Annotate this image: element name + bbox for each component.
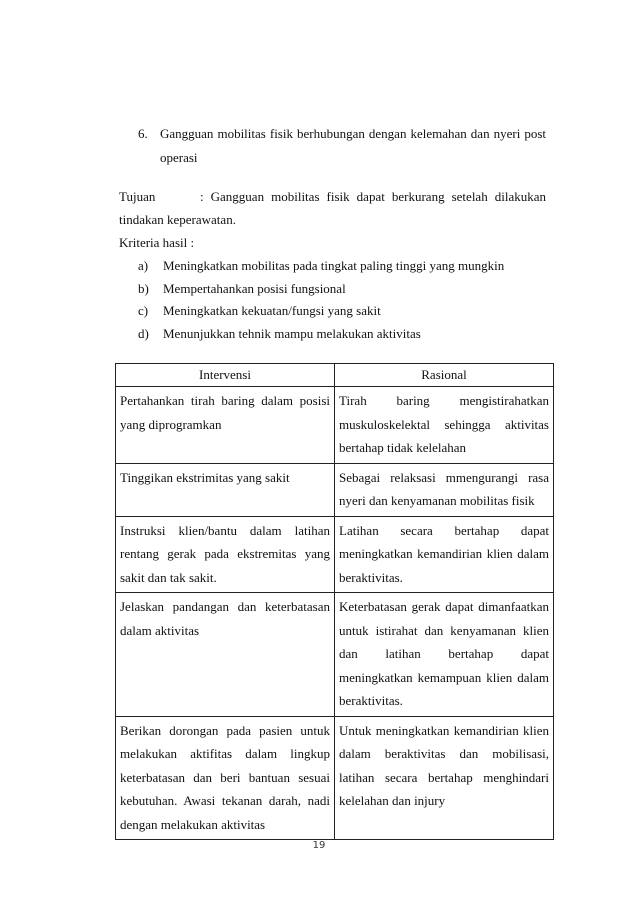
cell-rasional: [335, 716, 554, 840]
cell-intervensi: [116, 463, 335, 516]
cell-line: kelelahan dan injury: [339, 793, 446, 808]
cell-line: meningkatkan kemampuan klien dalam: [339, 669, 549, 685]
kriteria-marker: b): [138, 281, 149, 296]
cell-line: dan latihan bertahap dapat: [339, 646, 549, 661]
table-row: [116, 716, 554, 840]
header-rasional: Rasional: [335, 364, 554, 387]
cell-line: keterbatasan dan beri bantuan sesuai: [120, 769, 330, 785]
kriteria-marker: d): [138, 326, 149, 341]
cell-line: Latihan secara bertahap dapat: [339, 522, 549, 538]
cell-line: Berikan dorongan pada pasien untuk: [120, 722, 330, 738]
header-intervensi: Intervensi: [116, 364, 335, 387]
kriteria-item: [138, 281, 346, 297]
table-row: [116, 387, 554, 464]
cell-line: meningkatkan kemandirian klien dalam: [339, 546, 549, 561]
cell-line: Untuk meningkatkan kemandirian klien: [339, 722, 549, 738]
tujuan-label: Tujuan: [119, 189, 156, 204]
cell-line: dalam aktivitas: [120, 622, 200, 638]
diagnosis-title-line1: Gangguan mobilitas fisik berhubungan dengan kelemahan dan nyeri post: [160, 126, 546, 141]
kriteria-marker: c): [138, 303, 149, 318]
table-row: [116, 516, 554, 593]
cell-line: Sebagai relaksasi mmengurangi rasa: [339, 469, 549, 485]
cell-line: Jelaskan pandangan dan keterbatasan: [120, 599, 330, 614]
cell-intervensi: [116, 716, 335, 840]
cell-line: latihan secara bertahap menghindari: [339, 769, 549, 785]
cell-line: yang diprogramkan: [120, 416, 222, 432]
cell-intervensi: [116, 593, 335, 717]
cell-line: dengan melakukan aktivitas: [120, 816, 266, 832]
diagnosis-number: 6.: [138, 126, 148, 141]
cell-intervensi: [116, 387, 335, 464]
cell-line: untuk istirahat dan kenyamanan klien: [339, 622, 549, 638]
tujuan-text: : Gangguan mobilitas fisik dapat berkurang setelah dilakukan: [200, 189, 546, 204]
cell-line: dalam beraktivitas dan mobilisasi,: [339, 746, 549, 761]
cell-rasional: [335, 387, 554, 464]
kriteria-label: Kriteria hasil :: [119, 235, 195, 250]
intervensi-table: [115, 363, 554, 840]
cell-line: bertahap tidak kelelahan: [339, 440, 467, 455]
table-row: [116, 593, 554, 717]
cell-line: melakukan aktifitas dalam lingkup: [120, 746, 330, 761]
kriteria-text: Meningkatkan mobilitas pada tingkat paling tinggi yang mungkin: [163, 258, 505, 273]
cell-line: muskuloskelektal sehingga aktivitas: [339, 416, 549, 432]
table-header-row: [116, 364, 554, 387]
cell-rasional: [335, 593, 554, 717]
cell-line: Instruksi klien/bantu dalam latihan: [120, 522, 330, 538]
cell-line: sakit dan tak sakit.: [120, 569, 217, 585]
cell-rasional: [335, 516, 554, 593]
page-number: 19: [312, 840, 326, 851]
diagnosis-title-line2: operasi: [160, 150, 198, 165]
tujuan-continuation: tindakan keperawatan.: [119, 212, 236, 227]
kriteria-item: [138, 303, 381, 319]
cell-line: beraktivitas.: [339, 693, 403, 708]
cell-line: Pertahankan tirah baring dalam posisi: [120, 393, 330, 408]
cell-line: nyeri dan kenyamanan mobilitas fisik: [339, 493, 535, 508]
kriteria-text: Meningkatkan kekuatan/fungsi yang sakit: [163, 303, 381, 318]
kriteria-item: [138, 258, 504, 274]
table-row: [116, 463, 554, 516]
kriteria-text: Mempertahankan posisi fungsional: [163, 281, 346, 296]
cell-line: Tinggikan ekstrimitas yang sakit: [120, 469, 290, 485]
cell-line: rentang gerak pada ekstremitas yang: [120, 546, 330, 561]
cell-intervensi: [116, 516, 335, 593]
cell-line: Keterbatasan gerak dapat dimanfaatkan: [339, 599, 549, 614]
kriteria-item: [138, 326, 421, 342]
cell-line: beraktivitas.: [339, 569, 403, 585]
cell-line: Tirah baring mengistirahatkan: [339, 393, 549, 408]
kriteria-marker: a): [138, 258, 149, 273]
cell-rasional: [335, 463, 554, 516]
kriteria-text: Menunjukkan tehnik mampu melakukan aktivitas: [163, 326, 421, 341]
cell-line: kebutuhan. Awasi tekanan darah, nadi: [120, 793, 330, 808]
